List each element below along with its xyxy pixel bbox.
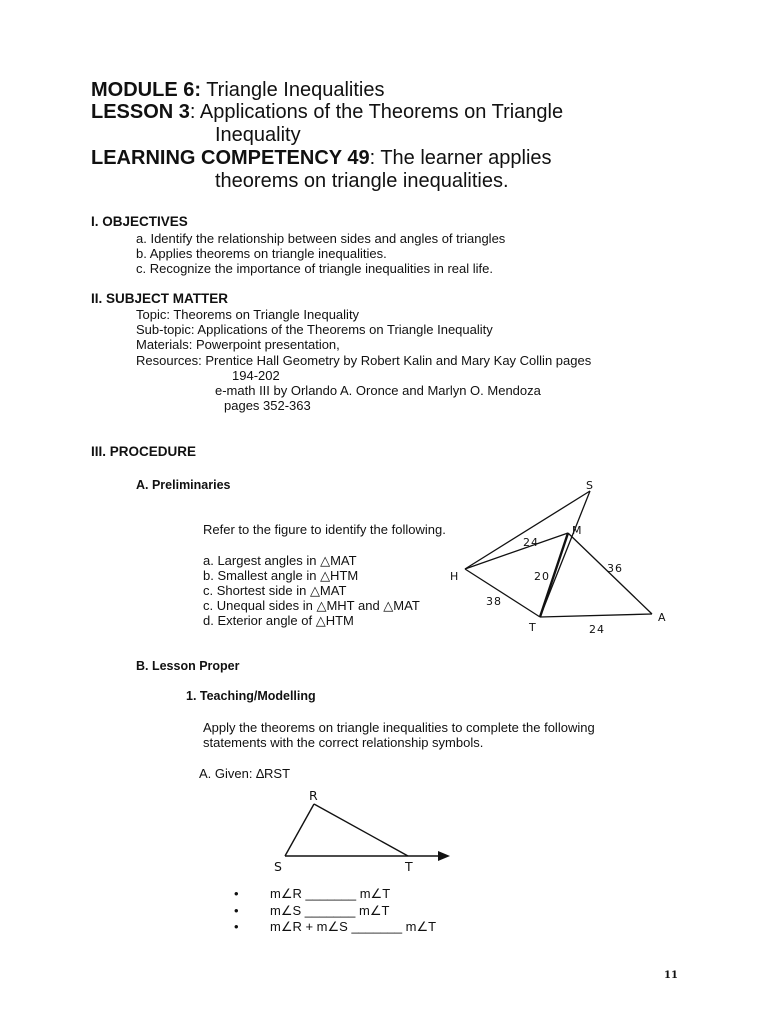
lesson-proper-heading: B. Lesson Proper: [136, 659, 240, 673]
length-label-hm: 24: [523, 536, 539, 549]
comparison-statement: m∠R _______ m∠T: [270, 886, 391, 901]
resources-pages: 194-202: [232, 368, 280, 383]
ray-arrowhead: [438, 851, 450, 861]
bullet-item: [234, 919, 239, 934]
objectives-heading: I. OBJECTIVES: [91, 214, 188, 229]
preliminaries-item: a. Largest angles in △MAT: [203, 553, 357, 568]
point-label-t: T: [529, 621, 536, 634]
resources-line: Resources: Prentice Hall Geometry by Robert Kalin and Mary Kay Collin pages: [136, 353, 592, 368]
materials-line: Materials: Powerpoint presentation,: [136, 337, 340, 352]
comparison-statement: m∠S _______ m∠T: [270, 903, 390, 918]
objective-item: b. Applies theorems on triangle inequalities.: [136, 246, 387, 261]
competency-text: : The learner applies: [369, 147, 552, 169]
competency-label: LEARNING COMPETENCY 49: [91, 147, 370, 169]
subtopic-line: Sub-topic: Applications of the Theorems on Triangle Inequality: [136, 322, 493, 337]
length-label-ta: 24: [589, 623, 605, 636]
point-label-a: A: [658, 611, 666, 624]
segment-rt: [314, 804, 408, 856]
point-label-s: S: [274, 859, 282, 874]
objective-item: a. Identify the relationship between sides and angles of triangles: [136, 231, 506, 246]
preliminaries-item: b. Smallest angle in △HTM: [203, 568, 359, 583]
instruction-line: Apply the theorems on triangle inequalities to complete the following: [203, 720, 595, 735]
preliminaries-item: d. Exterior angle of △HTM: [203, 613, 354, 628]
preliminaries-heading: A. Preliminaries: [136, 478, 231, 492]
bullet-symbol: •: [234, 886, 239, 901]
point-label-s: S: [586, 479, 593, 492]
given-label: A. Given: ∆RST: [199, 766, 291, 781]
lesson-label: LESSON 3: [91, 101, 190, 123]
point-label-t: T: [405, 859, 413, 874]
topic-line: Topic: Theorems on Triangle Inequality: [136, 307, 360, 322]
module-title: Triangle Inequalities: [206, 79, 385, 101]
preliminaries-item: c. Shortest side in △MAT: [203, 583, 347, 598]
point-label-r: R: [309, 788, 318, 803]
teaching-heading: 1. Teaching/Modelling: [186, 689, 316, 703]
point-label-h: H: [450, 570, 459, 583]
bullet-item: [234, 886, 239, 901]
resources-second-book: e-math III by Orlando A. Oronce and Marlyn O. Mendoza: [215, 383, 541, 398]
length-label-ht: 38: [486, 595, 502, 608]
lesson-title-continued: Inequality: [215, 124, 301, 146]
module-label: MODULE 6:: [91, 79, 201, 101]
resources-second-pages: pages 352-363: [224, 398, 311, 413]
segment-sr: [285, 804, 314, 856]
preliminaries-item: c. Unequal sides in △MHT and △MAT: [203, 598, 420, 613]
length-label-mt: 20: [534, 570, 550, 583]
preliminaries-intro: Refer to the figure to identify the following.: [203, 522, 446, 537]
bullet-item: [234, 903, 239, 918]
bullet-symbol: •: [234, 919, 239, 934]
instruction-line: statements with the correct relationship symbols.: [203, 735, 484, 750]
competency-text-continued: theorems on triangle inequalities.: [215, 170, 509, 192]
subject-matter-heading: II. SUBJECT MATTER: [91, 291, 229, 306]
comparison-statement: m∠R + m∠S _______ m∠T: [270, 919, 437, 934]
objective-item: c. Recognize the importance of triangle inequalities in real life.: [136, 261, 493, 276]
page-number: 11: [664, 970, 678, 981]
bullet-symbol: •: [234, 903, 239, 918]
procedure-heading: III. PROCEDURE: [91, 444, 197, 459]
point-label-m: M: [572, 524, 582, 537]
lesson-title: : Applications of the Theorems on Triangle: [189, 101, 564, 123]
length-label-ma: 36: [607, 562, 623, 575]
